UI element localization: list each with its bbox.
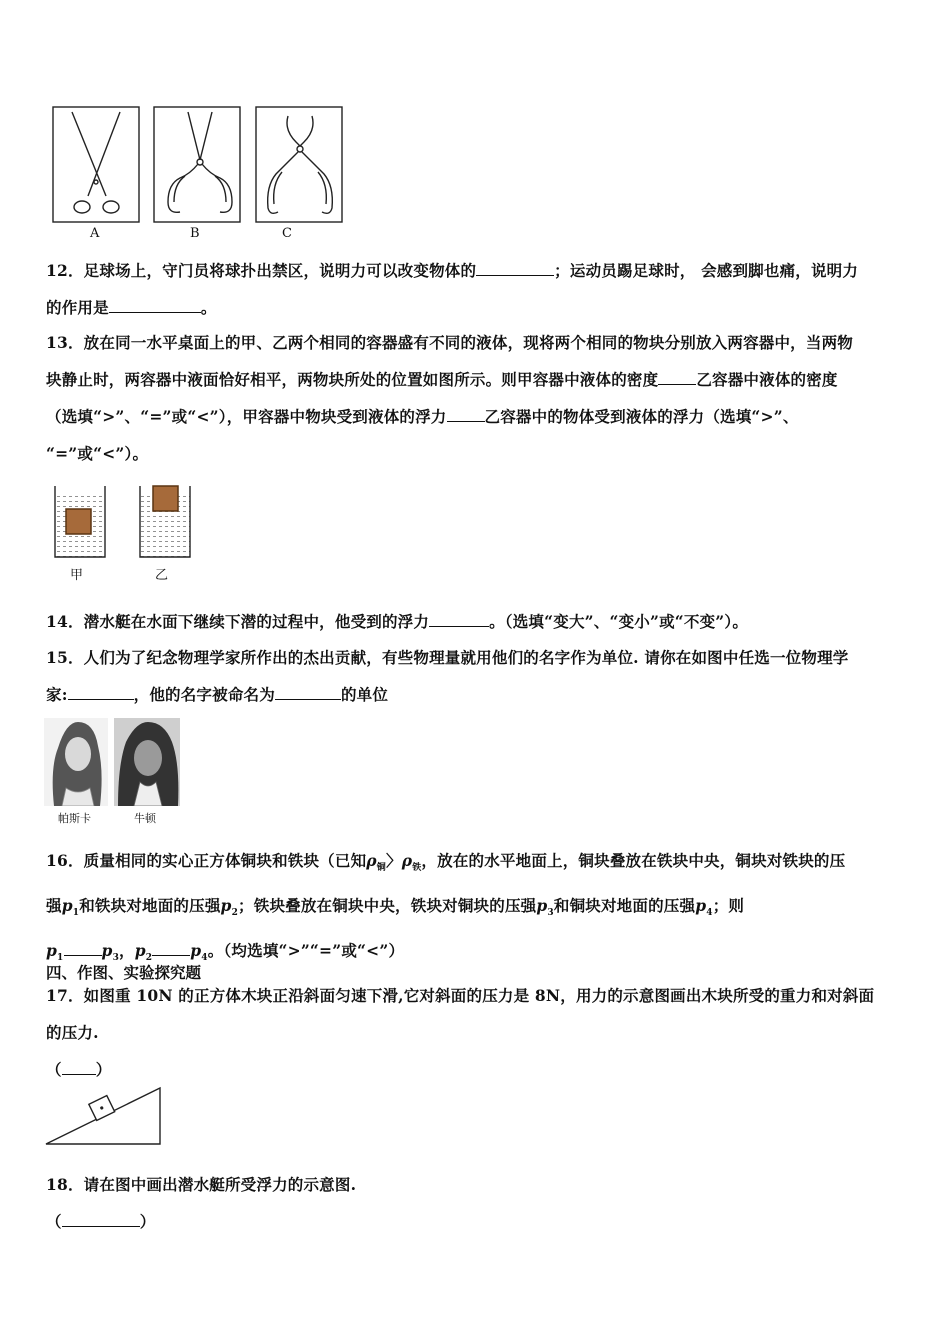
q16-l3-p3: p — [101, 941, 113, 961]
q16-l3-sub-2: 2 — [145, 953, 153, 964]
q16-l3-p1: p — [46, 941, 58, 961]
q12-blank-1 — [476, 257, 554, 276]
question-14 — [46, 603, 906, 640]
q16-sub-2: 2 — [231, 908, 239, 919]
portraits-drawing — [44, 718, 182, 806]
q16-l3-sub-1: 1 — [57, 953, 64, 964]
q16-blank-1 — [64, 937, 102, 956]
q16-text-2a: 强 — [46, 896, 62, 916]
question-16 — [46, 842, 906, 977]
q12-text-2b: 。 — [200, 298, 217, 317]
section-heading-4: 四、作图、实验探究题 — [46, 963, 202, 982]
q15-text-2c: 的单位 — [340, 685, 389, 704]
figure-incline — [44, 1086, 164, 1152]
question-13 — [46, 324, 906, 472]
q13-text-3b: 乙容器中的物体受到液体的浮力（选填“>”、 — [484, 407, 799, 426]
q16-sub-3: 3 — [547, 908, 554, 919]
figure-portraits — [44, 718, 184, 828]
figure-scissors — [50, 104, 346, 244]
q13-line-1: 13．放在同一水平桌面上的甲、乙两个相同的容器盛有不同的液体，现将两个相同的物块分别放入两容器中，当两物 — [46, 333, 853, 352]
question-15 — [46, 639, 906, 713]
q16-sub-4: 4 — [706, 908, 713, 919]
q16-l3-sub-3: 3 — [112, 953, 120, 964]
scissors-label-c: C — [282, 226, 292, 241]
q16-sub-tong: 铜 — [376, 863, 386, 874]
portrait-label-newton: 牛顿 — [134, 812, 156, 825]
q18-answer-open: （ — [46, 1212, 62, 1231]
q16-gt: 〉 — [386, 851, 402, 870]
q16-l3-sub-4: 4 — [201, 953, 208, 964]
q16-text-2b: 和铁块对地面的压强 — [79, 896, 221, 916]
q12-text-1b: ；运动员踢足球时， 会感到脚也痛，说明力 — [554, 261, 859, 280]
q15-blank-2 — [275, 681, 341, 700]
q16-text-1a: 16．质量相同的实心正方体铜块和铁块（已知 — [46, 851, 367, 870]
q17-answer-close: ） — [95, 1060, 112, 1079]
q15-blank-1 — [68, 681, 134, 700]
q16-p1: p — [61, 896, 73, 916]
q16-rho-1: ρ — [366, 851, 377, 870]
q16-p3: p — [536, 896, 548, 916]
q16-text-1b: ，放在的水平地面上，铜块叠放在铁块中央，铜块对铁块的压 — [421, 851, 846, 870]
q13-text-2b: 乙容器中液体的密度 — [696, 370, 838, 389]
q12-text-1a: 12．足球场上，守门员将球扑出禁区，说明力可以改变物体的 — [46, 261, 477, 280]
question-12 — [46, 252, 906, 326]
portrait-label-pascal: 帕斯卡 — [58, 812, 91, 825]
container-label-yi: 乙 — [155, 568, 169, 583]
q13-text-3a: （选填“>”、“=”或“<”），甲容器中物块受到液体的浮力 — [46, 407, 447, 426]
q16-l3-p2: p — [134, 941, 146, 961]
q18-line-1: 18．请在图中画出潜水艇所受浮力的示意图. — [46, 1175, 357, 1194]
q16-rho-2: ρ — [401, 851, 413, 870]
q17-line-2: 的压力. — [46, 1023, 99, 1042]
q16-text-3-end: 。（均选填“>”“=”或“<”） — [207, 941, 405, 961]
q12-blank-2 — [109, 294, 201, 313]
q15-text-2a: 家: — [46, 685, 68, 704]
q16-sub-1: 1 — [72, 908, 80, 919]
figure-containers — [50, 484, 200, 584]
scissors-label-a: A — [90, 226, 100, 241]
q16-text-2d: 和铜块对地面的压强 — [553, 896, 696, 916]
question-17 — [46, 977, 906, 1088]
q16-blank-2 — [152, 937, 190, 956]
question-18 — [46, 1166, 906, 1240]
q16-sub-tie: 铁 — [412, 863, 422, 874]
q14-text-b: 。（选填“变大”、“变小”或“不变”）。 — [489, 612, 749, 631]
q18-answer-blank — [62, 1208, 140, 1227]
q14-text-a: 14．潜水艇在水面下继续下潜的过程中，他受到的浮力 — [46, 612, 430, 631]
q17-answer-open: （ — [46, 1060, 62, 1079]
q13-blank-1 — [658, 366, 696, 385]
q17-line-1: 17．如图重 10N 的正方体木块正沿斜面匀速下滑,它对斜面的压力是 8N，用力的示意图画出木块所受的重力和对斜面 — [46, 986, 875, 1005]
scissors-label-b: B — [190, 226, 200, 241]
container-label-jia: 甲 — [70, 568, 84, 583]
containers-drawing — [50, 484, 200, 562]
q14-blank — [429, 608, 489, 627]
q15-text-2b: ，他的名字被命名为 — [133, 685, 275, 704]
q16-text-2e: ；则 — [712, 896, 745, 916]
q16-comma: ， — [119, 941, 135, 961]
q16-text-2c: ；铁块叠放在铜块中央，铁块对铜块的压强 — [238, 896, 537, 916]
q16-p2: p — [220, 896, 232, 916]
q18-answer-close: ） — [139, 1212, 156, 1231]
q17-answer-blank — [62, 1056, 96, 1075]
q15-line-1: 15．人们为了纪念物理学家所作出的杰出贡献，有些物理量就用他们的名字作为单位. 请你在如图中任选一位物理学 — [46, 648, 849, 667]
q12-text-2a: 的作用是 — [46, 298, 109, 317]
q13-text-2a: 块静止时，两容器中液面恰好相平，两物块所处的位置如图所示。则甲容器中液体的密度 — [46, 370, 659, 389]
q13-blank-2 — [447, 403, 485, 422]
q16-p4: p — [695, 896, 707, 916]
scissors-drawing — [50, 104, 346, 226]
q13-line-4: “=”或“<”）。 — [46, 444, 149, 463]
q16-l3-p4: p — [190, 941, 202, 961]
incline-drawing — [44, 1086, 164, 1148]
